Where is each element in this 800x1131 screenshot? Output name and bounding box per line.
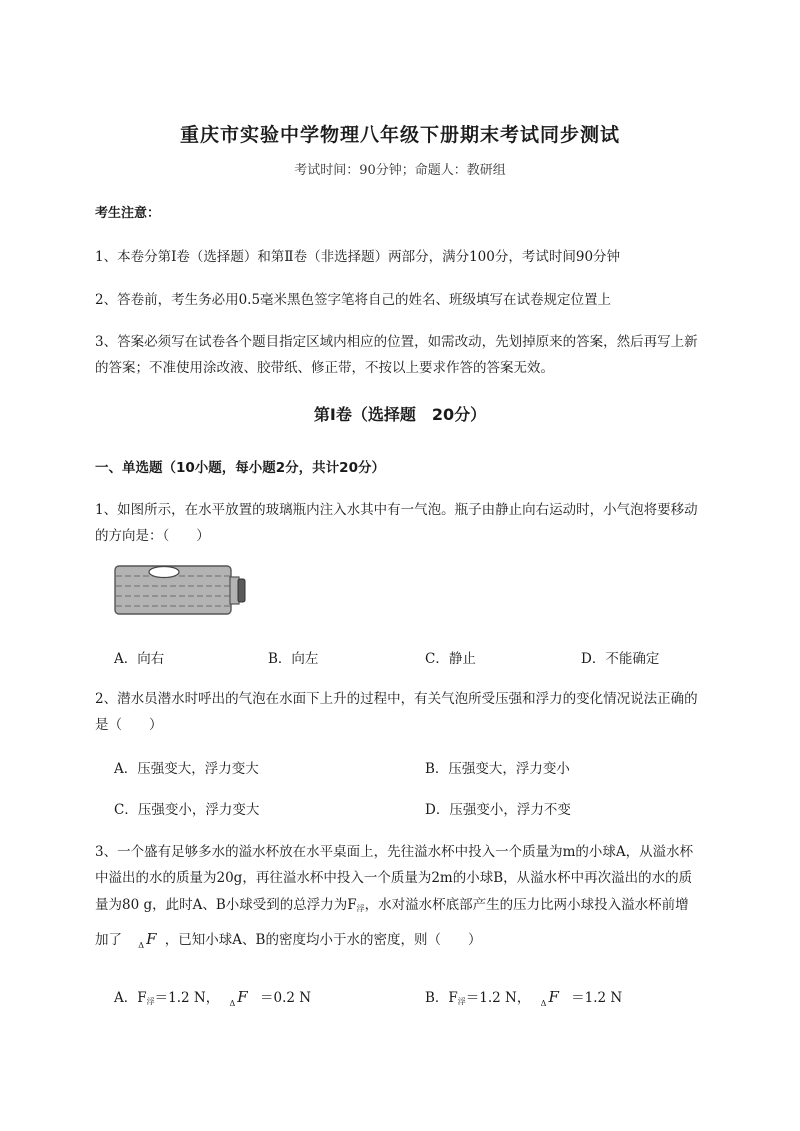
q3-line-3-text-a: 量为80 g，此时A、B小球受到的总浮力为F (95, 897, 357, 913)
q3-stem-line-1: 3、一个盛有足够多水的溢水杯放在水平桌面上，先往溢水杯中投入一个质量为m的小球A，从溢水杯 (95, 844, 694, 860)
q3-option-a-delta: Δ (229, 999, 236, 1008)
q1-option-d: D．不能确定 (581, 651, 660, 667)
q1-option-c: C．静止 (425, 651, 476, 667)
q3-option-b (425, 986, 622, 1008)
q3-stem-line-3 (95, 893, 689, 914)
q1-stem-line-1: 1、如图所示，在水平放置的玻璃瓶内注入水其中有一气泡。瓶子由静止向右运动时，小气泡将要移动 (95, 502, 698, 518)
section-title: 第Ⅰ卷（选择题 20分） (313, 405, 487, 424)
q3-option-a-force: F (237, 988, 248, 1006)
q3-stem-line-2: 中溢出的水的质量为20g，再往溢水杯中投入一个质量为2m的小球B，从溢水杯中再次溢出的水的质 (95, 870, 693, 886)
q1-option-a: A．向右 (114, 651, 165, 667)
q3-option-b-subscript: 浮 (457, 997, 466, 1006)
part-heading: 一、单选题（10小题，每小题2分，共计20分） (95, 460, 385, 476)
q3-option-a (114, 986, 311, 1008)
q3-option-b-delta: Δ (540, 999, 547, 1008)
exam-title: 重庆市实验中学物理八年级下册期末考试同步测试 (179, 124, 620, 146)
q2-option-c: C．压强变小，浮力变大 (114, 802, 260, 818)
delta-symbol: Δ (138, 941, 145, 950)
q3-line-3-text-b: ，水对溢水杯底部产生的压力比两小球投入溢水杯前增 (364, 897, 689, 913)
q2-stem-line-2: 是（ ） (95, 717, 163, 733)
q3-option-b-force: F (548, 988, 559, 1006)
q3-option-a-end: ＝0.2 N (260, 990, 312, 1006)
q3-line-3-subscript: 浮 (356, 904, 365, 913)
bottle-figure (114, 564, 246, 616)
q3-stem-line-4 (95, 928, 481, 950)
q2-option-b: B．压强变大，浮力变小 (425, 761, 570, 777)
q3-option-b-middle: ＝1.2 N， (465, 990, 531, 1006)
notice-item-2: 2、答卷前，考生务必用0.5毫米黑色签字笔将自己的姓名、班级填写在试卷规定位置上 (95, 292, 612, 308)
q3-option-b-end: ＝1.2 N (571, 990, 623, 1006)
q3-line-4-text-a: 加了 (95, 932, 122, 948)
notice-item-3-line-1: 3、答案必须写在试卷各个题目指定区域内相应的位置，如需改动，先划掉原来的答案，然后再写上新 (95, 334, 698, 350)
q1-stem-line-2: 的方向是：（ ） (95, 528, 210, 544)
q3-option-a-prefix: A．F (114, 990, 147, 1006)
q3-option-b-prefix: B．F (425, 990, 458, 1006)
q3-option-a-subscript: 浮 (146, 997, 155, 1006)
q1-option-b: B．向左 (268, 651, 319, 667)
notice-item-3-line-2: 的答案；不准使用涂改液、胶带纸、修正带，不按以上要求作答的答案无效。 (95, 360, 554, 376)
q2-option-d: D．压强变小，浮力不变 (425, 802, 571, 818)
q2-option-a: A．压强变大，浮力变大 (114, 761, 259, 777)
exam-subtitle: 考试时间：90分钟；命题人：教研组 (294, 163, 506, 178)
notice-heading: 考生注意： (95, 206, 161, 221)
q3-option-a-middle: ＝1.2 N， (154, 990, 220, 1006)
q2-stem-line-1: 2、潜水员潜水时呼出的气泡在水面下上升的过程中，有关气泡所受压强和浮力的变化情况说法正确的 (95, 691, 698, 707)
notice-item-1: 1、本卷分第Ⅰ卷（选择题）和第Ⅱ卷（非选择题）两部分，满分100分，考试时间90分钟 (95, 249, 621, 265)
force-symbol: F (146, 930, 157, 948)
q3-line-4-text-b: ，已知小球A、B的密度均小于水的密度，则（ ） (164, 932, 482, 948)
